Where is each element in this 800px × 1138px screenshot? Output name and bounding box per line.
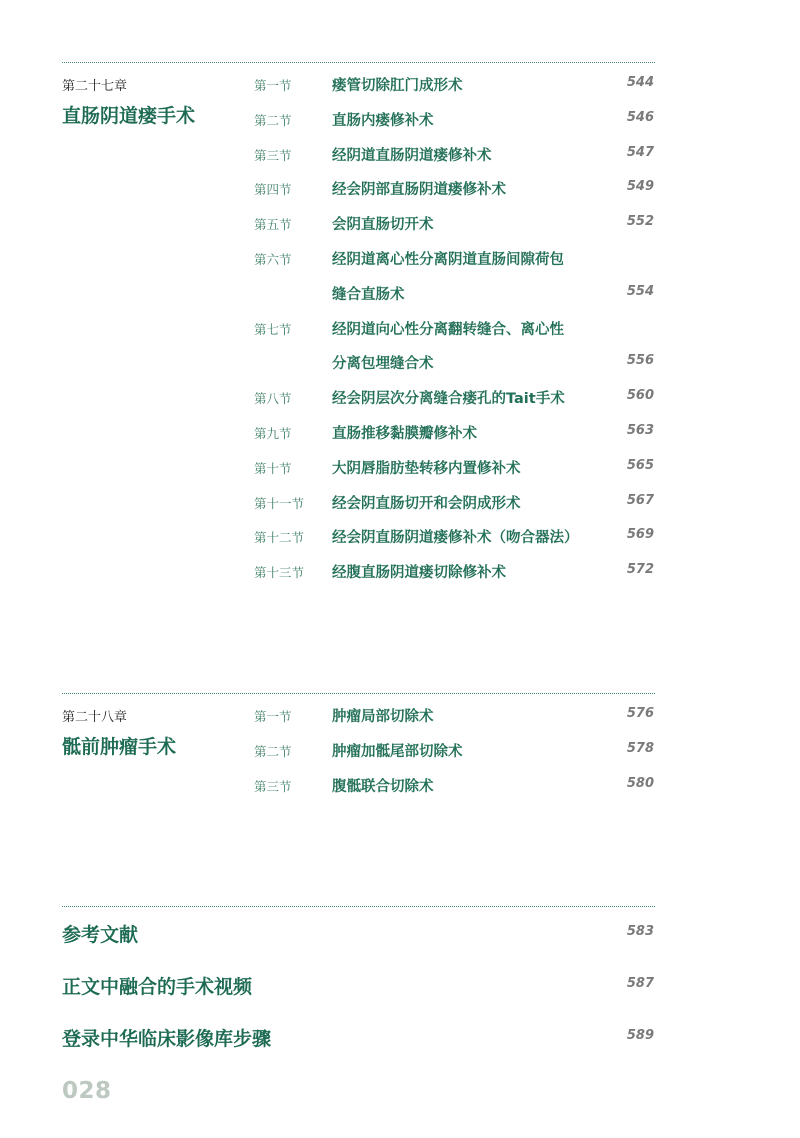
section-number: 第七节 [254,321,292,337]
section-page-number: 565 [626,457,654,473]
section-page-number: 569 [626,527,654,543]
back-matter-title: 参考文献 [62,924,139,946]
section-page-number: 578 [626,740,654,756]
chapter-28-number: 第二十八章 [62,710,128,725]
toc-entry[interactable] [0,740,800,760]
section-page-number: 580 [626,775,654,791]
section-number: 第五节 [254,217,292,233]
chapter-27-divider [62,62,655,63]
section-number: 第六节 [254,252,292,267]
section-page-number: 547 [626,144,654,160]
section-number: 第三节 [254,778,292,794]
toc-entry[interactable] [0,422,800,442]
section-title: 肿瘤局部切除术 [332,709,434,725]
section-title: 会阴直肠切开术 [332,217,434,234]
back-matter-page-number: 587 [626,976,654,991]
section-number: 第十一节 [254,495,305,511]
toc-entry[interactable] [0,457,800,477]
back-matter-title: 正文中融合的手术视频 [62,976,253,998]
toc-entry[interactable] [0,213,800,233]
section-title: 经阴道向心性分离翻转缝合、离心性 [332,321,564,338]
section-page-number: 546 [626,109,654,125]
section-title: 经阴道离心性分离阴道直肠间隙荷包 [332,252,564,268]
back-matter-entry[interactable] [0,972,800,998]
toc-entry[interactable] [0,561,800,581]
section-number: 第四节 [254,182,292,198]
back-matter-divider [62,906,655,907]
page-number: 028 [62,1078,112,1104]
section-title: 腹骶联合切除术 [332,778,434,795]
section-number: 第十二节 [254,530,305,546]
back-matter-entry[interactable] [0,920,800,946]
back-matter-page-number: 589 [626,1028,654,1043]
back-matter-page-number: 583 [626,924,654,939]
toc-entry[interactable] [0,775,800,795]
toc-entry[interactable] [0,144,800,164]
toc-entry[interactable] [0,283,800,303]
section-number: 第二节 [254,112,292,128]
section-page-number: 567 [626,492,654,508]
section-page-number: 572 [626,562,654,578]
section-title: 瘘管切除肛门成形术 [332,78,463,94]
toc-entry[interactable] [0,387,800,407]
toc-entry[interactable] [0,178,800,198]
section-title: 大阴唇脂肪垫转移内置修补术 [332,460,521,477]
section-title: 经会阴直肠阴道瘘修补术（吻合器法） [332,530,579,547]
toc-entry[interactable] [0,492,800,512]
section-title: 经会阴层次分离缝合瘘孔的Tait手术 [332,391,565,408]
section-title: 肿瘤加骶尾部切除术 [332,743,463,760]
section-page-number: 560 [626,388,654,404]
section-page-number: 552 [626,214,654,230]
toc-entry[interactable] [0,705,800,725]
section-title: 经会阴直肠切开和会阴成形术 [332,495,521,512]
back-matter-entry[interactable] [0,1024,800,1050]
section-number: 第八节 [254,391,292,407]
toc-entry[interactable] [0,109,800,129]
section-title: 经腹直肠阴道瘘切除修补术 [332,565,506,582]
chapter-27-title: 直肠阴道瘘手术 [62,105,196,127]
section-title: 分离包埋缝合术 [332,356,434,373]
section-number: 第一节 [254,709,292,724]
toc-entry[interactable] [0,248,800,268]
section-title: 经阴道直肠阴道瘘修补术 [332,147,492,164]
section-page-number: 556 [626,353,654,369]
section-page-number: 554 [626,283,654,299]
section-title: 经会阴部直肠阴道瘘修补术 [332,182,506,199]
section-page-number: 576 [626,706,654,721]
section-title: 直肠内瘘修补术 [332,112,434,129]
section-page-number: 549 [626,179,654,195]
chapter-28-title: 骶前肿瘤手术 [62,736,177,758]
chapter-27-number: 第二十七章 [62,79,128,94]
section-number: 第九节 [254,426,292,441]
section-number: 第三节 [254,147,292,163]
toc-entry[interactable] [0,74,800,94]
section-number: 第十节 [254,460,292,476]
back-matter-title: 登录中华临床影像库步骤 [62,1028,272,1050]
section-title: 缝合直肠术 [332,286,405,303]
section-page-number: 544 [626,75,654,90]
toc-entry[interactable] [0,526,800,546]
section-title: 直肠推移黏膜瓣修补术 [332,426,477,442]
chapter-28-divider [62,693,655,694]
section-page-number: 563 [626,423,654,438]
toc-entry[interactable] [0,318,800,338]
section-number: 第十三节 [254,565,305,581]
toc-entry[interactable] [0,352,800,372]
section-number: 第二节 [254,743,292,759]
section-number: 第一节 [254,78,292,93]
